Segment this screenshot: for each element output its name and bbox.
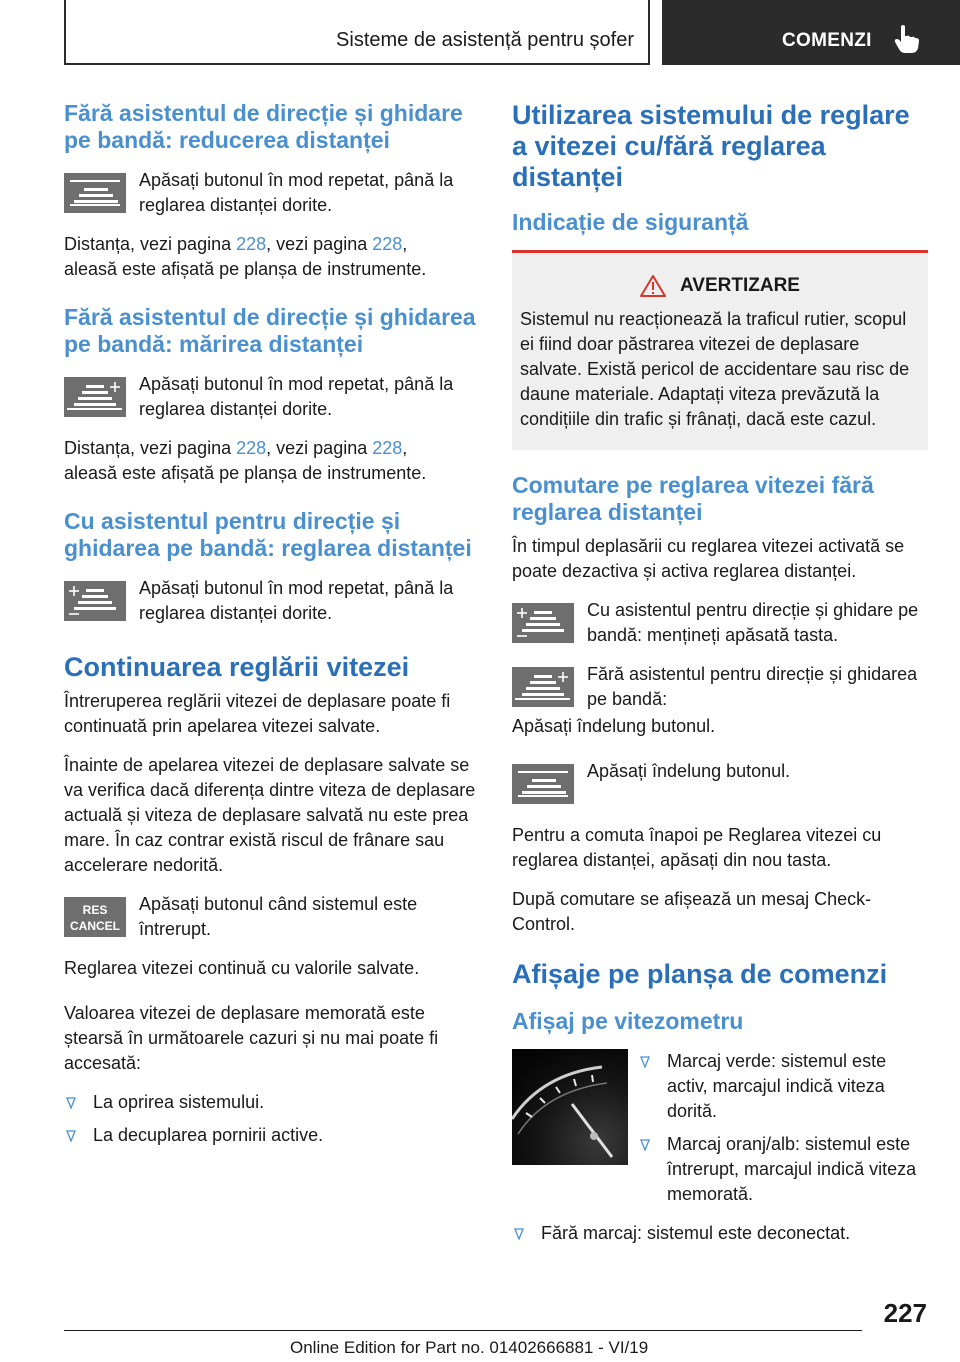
header-section-box (64, 0, 650, 65)
warning-title: AVERTIZARE (680, 275, 800, 296)
switch-mode-p4: După comutare se afișează un mesaj Check-Control. (512, 889, 872, 934)
reduce-distance-text: Apăsați butonul în mod repetat, până la reglarea distanței dorite. (139, 170, 454, 215)
ref-text: , vezi pagina (266, 234, 373, 254)
switch-mode-p1: În timpul deplasării cu reglarea vitezei activată se poate dezactiva și activa reglarea distanței. (512, 536, 905, 581)
speedometer-section (512, 1049, 928, 1207)
resume-button-text: Apăsați butonul când sistemul este întrerupt. (139, 894, 418, 939)
list-item-text: Marcaj oranj/alb: sistemul este întrerupt, marcajul indică viteza memorată. (667, 1134, 917, 1204)
resume-speed-p3: Reglarea vitezei continuă cu valorile salvate. (64, 958, 420, 978)
increase-distance-text: Apăsați butonul în mod repetat, până la reglarea distanței dorite. (139, 374, 454, 419)
ref-text: Distanța, vezi pagina (64, 234, 237, 254)
distance-plus-minus-button-icon (64, 581, 126, 621)
list-item-text: Marcaj verde: sistemul este activ, marcajul indică viteza dorită. (667, 1051, 887, 1121)
left-column (64, 100, 478, 1162)
speedometer-image (512, 1049, 628, 1165)
list-item (64, 1090, 478, 1115)
warning-text: Sistemul nu reacționează la traficul rutier, scopul ei fiind doar păstrarea vitezei de deplasare salvate. Există pericol de accidentare sau risc de daune materiale. Adaptați viteza prevăzută la condițiile din trafic și frânați, dacă este cazul. (520, 309, 910, 429)
bullet-triangle-icon (514, 1228, 524, 1240)
pointing-hand-icon (892, 24, 920, 54)
page-link-228[interactable]: 228 (372, 438, 403, 458)
bullet-triangle-icon (640, 1139, 650, 1151)
cancel-label: CANCEL (70, 919, 120, 933)
ref-text: aleasă este afișată pe planșa de instrumente. (64, 259, 427, 279)
speedometer-marker-list (638, 1049, 928, 1207)
resume-speed-p2: Înainte de apelarea vitezei de deplasare salvate se va verifica dacă diferența dintre viteza de deplasare actuală și viteza de deplasare salvată nu este prea mare. În caz contrar există riscul de frânare sau accelerare nedorită. (64, 755, 476, 875)
distance-plus-button-icon (512, 667, 574, 707)
reduce-distance-reference (64, 232, 478, 282)
res-cancel-button-icon (64, 897, 126, 937)
ref-text: , (402, 234, 408, 254)
right-column (512, 100, 928, 1260)
resume-speed-p4: Valoarea vitezei de deplasare memorată este ștearsă în următoarele cazuri și nu mai poate fi accesată: (64, 1003, 439, 1073)
header-section-title: Sisteme de asistență pentru șofer (336, 29, 634, 51)
page-link-228[interactable]: 228 (236, 234, 267, 254)
switch-with-assistant-text: Cu asistentul pentru direcție și ghidare pe bandă: mențineți apăsată tasta. (587, 600, 919, 645)
heading-displays: Afișaje pe planșa de comenzi (512, 959, 888, 989)
page-number: 227 (883, 1298, 927, 1328)
switch-long-press-instruction (512, 759, 928, 809)
increase-distance-instruction (64, 372, 478, 422)
bullet-triangle-icon (66, 1130, 76, 1142)
heading-use-speed-control: Utilizarea sistemului de reglare a vitezei cu/fără reglarea distanței (512, 100, 910, 192)
heading-speedometer-display: Afișaj pe vitezometru (512, 1008, 744, 1034)
list-item-text: La decuplarea pornirii active. (93, 1125, 324, 1145)
distance-minus-button-icon (512, 764, 574, 804)
switch-without-assistant-instruction (512, 662, 928, 712)
res-label: RES (82, 903, 108, 917)
resume-speed-p1: Întreruperea reglării vitezei de deplasare poate fi continuată prin apelarea vitezei salvate. (64, 691, 451, 736)
no-marker-list (512, 1221, 928, 1246)
page-link-228[interactable]: 228 (372, 234, 403, 254)
distance-minus-button-icon (64, 173, 126, 213)
heading-reduce-distance: Fără asistentul de direcție și ghidare pe bandă: reducerea distanței (64, 100, 463, 153)
heading-increase-distance: Fără asistentul de direcție și ghidarea pe bandă: mărirea distanței (64, 304, 476, 357)
with-assistant-text: Apăsați butonul în mod repetat, până la reglarea distanței dorite. (139, 578, 454, 623)
switch-mode-p3: Pentru a comuta înapoi pe Reglarea vitezei cu reglarea distanței, apăsați din nou tasta. (512, 825, 882, 870)
list-item (638, 1049, 928, 1124)
list-item (512, 1221, 928, 1246)
list-item-text: Fără marcaj: sistemul este deconectat. (541, 1223, 851, 1243)
warning-title-row (520, 275, 920, 297)
warning-box (512, 250, 928, 450)
ref-text: aleasă este afișată pe planșa de instrumente. (64, 463, 427, 483)
ref-text: , vezi pagina (266, 438, 373, 458)
with-assistant-instruction (64, 576, 478, 626)
list-item (638, 1132, 928, 1207)
page-link-228[interactable]: 228 (236, 438, 267, 458)
increase-distance-reference (64, 436, 478, 486)
bullet-triangle-icon (640, 1056, 650, 1068)
footer-divider (64, 1330, 862, 1331)
list-item (64, 1123, 478, 1148)
resume-instruction (64, 892, 478, 942)
switch-mode-p2: Apăsați îndelung butonul. (512, 716, 716, 736)
header-chapter-title: COMENZI (782, 30, 872, 51)
bullet-triangle-icon (66, 1097, 76, 1109)
heading-safety-note: Indicație de siguranță (512, 209, 749, 235)
distance-plus-button-icon (64, 377, 126, 417)
ref-text: , (402, 438, 408, 458)
ref-text: Distanța, vezi pagina (64, 438, 237, 458)
footer-edition-text: Online Edition for Part no. 01402666881 - VI/19 (290, 1338, 649, 1357)
warning-triangle-icon (640, 275, 666, 297)
switch-long-press-text: Apăsați îndelung butonul. (587, 761, 791, 781)
switch-with-assistant-instruction (512, 598, 928, 648)
switch-without-assistant-text: Fără asistentul pentru direcție și ghidarea pe bandă: (587, 664, 918, 709)
heading-with-assistant-distance: Cu asistentul pentru direcție și ghidarea pe bandă: reglarea distanței (64, 508, 472, 561)
distance-plus-minus-button-icon (512, 603, 574, 643)
heading-resume-speed: Continuarea reglării vitezei (64, 652, 410, 682)
erase-conditions-list (64, 1090, 478, 1148)
reduce-distance-instruction (64, 168, 478, 218)
heading-switch-mode: Comutare pe reglarea vitezei fără reglarea distanței (512, 472, 874, 525)
list-item-text: La oprirea sistemului. (93, 1092, 265, 1112)
